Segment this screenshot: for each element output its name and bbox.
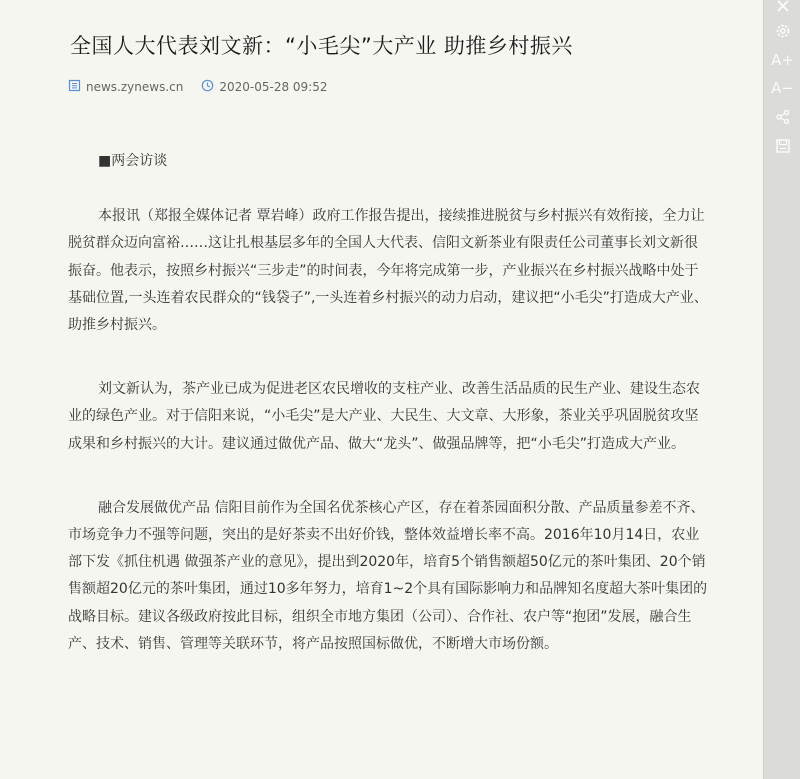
reader-toolbar xyxy=(763,0,800,779)
article-body xyxy=(68,148,708,695)
article-paragraph: 融合发展做优产品 信阳目前作为全国名优茶核心产区，存在着茶园面积分散、产品质量参差不齐、市场竞争力不强等问题，突出的是好茶卖不出好价钱，整体效益增长率不高。2016年10月14日，农业部下发《抓住机遇 做强茶产业的意见》，提出到2020年，培育5个销售额超50亿元的茶叶集团、20个销售额超20亿元的茶叶集团，通过10多年努力，培育1~2个具有国际影响力和品牌知名度超大茶叶集团的战略目标。建议各级政府按此目标，组织全市地方集团（公司）、合作社、农户等“抱团”发展，融合生产、技术、销售、管理等关联环节，将产品按照国标做优，不断增大市场份额。 xyxy=(68,499,708,652)
article-title: 全国人大代表刘文新：“小毛尖”大产业 助推乡村振兴 xyxy=(70,34,573,58)
save-icon xyxy=(775,138,791,154)
settings-icon xyxy=(774,22,792,40)
document-icon xyxy=(68,79,81,95)
settings-button[interactable] xyxy=(764,17,800,45)
save-button[interactable] xyxy=(764,132,800,160)
article-source[interactable]: news.zynews.cn xyxy=(86,80,184,94)
font-smaller-label: A− xyxy=(771,79,794,97)
share-icon xyxy=(775,109,791,125)
clock-icon xyxy=(201,79,214,95)
close-icon xyxy=(776,0,790,13)
article-paragraph: 刘文新认为，茶产业已成为促进老区农民增收的支柱产业、改善生活品质的民生产业、建设生态农业的绿色产业。对于信阳来说，“小毛尖”是大产业、大民生、大文章、大形象，茶业关乎巩固脱贫攻坚成果和乡村振兴的大计。建议通过做优产品、做大“龙头”、做强品牌等，把“小毛尖”打造成大产业。 xyxy=(68,381,700,452)
share-button[interactable] xyxy=(764,103,800,131)
article-datetime: 2020-05-28 09:52 xyxy=(219,80,328,94)
article-paragraph: 本报讯（郑报全媒体记者 覃岩峰）政府工作报告提出，接续推进脱贫与乡村振兴有效衔接，全力让脱贫群众迈向富裕……这让扎根基层多年的全国人大代表、信阳文新茶业有限责任公司董事长刘文新很振奋。他表示，按照乡村振兴“三步走”的时间表，今年将完成第一步，产业振兴在乡村振兴战略中处于基础位置,一头连着农民群众的“钱袋子”,一头连着乡村振兴的动力启动，建议把“小毛尖”打造成大产业、助推乡村振兴。 xyxy=(68,208,708,334)
article-meta xyxy=(68,79,327,95)
font-larger-button[interactable] xyxy=(764,46,800,74)
font-larger-label: A+ xyxy=(771,51,794,69)
article-tag: ■两会访谈 xyxy=(98,153,168,169)
font-smaller-button[interactable] xyxy=(764,74,800,102)
